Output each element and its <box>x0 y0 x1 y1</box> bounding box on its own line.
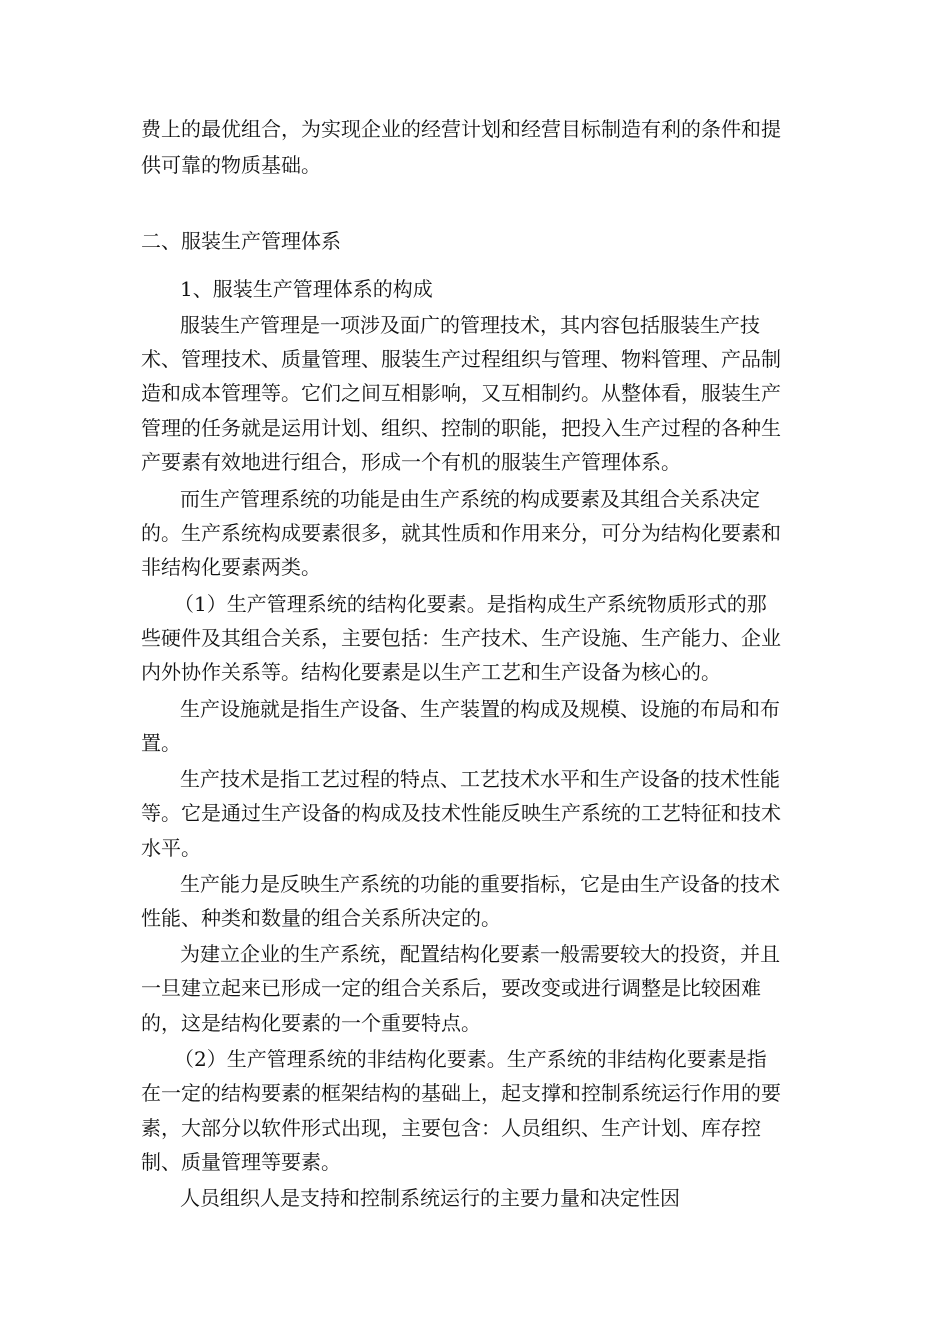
text-line: 的，这是结构化要素的一个重要特点。 <box>141 1011 481 1035</box>
text-line: （2）生产管理系统的非结构化要素。生产系统的非结构化要素是指 <box>174 1047 767 1071</box>
text-line: 为建立企业的生产系统，配置结构化要素一般需要较大的投资，并且 <box>180 942 780 966</box>
text-line: 等。它是通过生产设备的构成及技术性能反映生产系统的工艺特征和技术 <box>141 801 781 825</box>
text-line: 服装生产管理是一项涉及面广的管理技术，其内容包括服装生产技 <box>180 313 760 337</box>
text-line: 在一定的结构要素的框架结构的基础上，起支撑和控制系统运行作用的要 <box>141 1081 781 1105</box>
text-line: 造和成本管理等。它们之间互相影响，又互相制约。从整体看，服装生产 <box>141 381 781 405</box>
text-line: 的。生产系统构成要素很多，就其性质和作用来分，可分为结构化要素和 <box>141 521 781 545</box>
text-line: 供可靠的物质基础。 <box>141 153 321 177</box>
text-line: 些硬件及其组合关系，主要包括：生产技术、生产设施、生产能力、企业 <box>141 626 781 650</box>
text-line: 非结构化要素两类。 <box>141 555 321 579</box>
text-line: 术、管理技术、质量管理、服装生产过程组织与管理、物料管理、产品制 <box>141 347 781 371</box>
text-line: 内外协作关系等。结构化要素是以生产工艺和生产设备为核心的。 <box>141 660 721 684</box>
text-line: 制、质量管理等要素。 <box>141 1150 341 1174</box>
text-line: 置。 <box>141 731 181 755</box>
text-line: 人员组织人是支持和控制系统运行的主要力量和决定性因 <box>180 1186 680 1210</box>
text-line: 性能、种类和数量的组合关系所决定的。 <box>141 906 501 930</box>
text-line: 一旦建立起来已形成一定的组合关系后，要改变或进行调整是比较困难 <box>141 976 761 1000</box>
text-line: 水平。 <box>141 836 201 860</box>
subsection-heading: 1、服装生产管理体系的构成 <box>180 277 433 301</box>
text-line: 素，大部分以软件形式出现，主要包含：人员组织、生产计划、库存控 <box>141 1116 761 1140</box>
text-line: 费上的最优组合，为实现企业的经营计划和经营目标制造有利的条件和提 <box>141 117 781 141</box>
text-line: 生产技术是指工艺过程的特点、工艺技术水平和生产设备的技术性能 <box>180 767 780 791</box>
text-line: 生产设施就是指生产设备、生产装置的构成及规模、设施的布局和布 <box>180 697 780 721</box>
section-heading: 二、服装生产管理体系 <box>141 229 341 253</box>
text-line: 生产能力是反映生产系统的功能的重要指标，它是由生产设备的技术 <box>180 872 780 896</box>
text-line: 产要素有效地进行组合，形成一个有机的服装生产管理体系。 <box>141 450 681 474</box>
text-line: 而生产管理系统的功能是由生产系统的构成要素及其组合关系决定 <box>180 487 760 511</box>
text-line: 管理的任务就是运用计划、组织、控制的职能，把投入生产过程的各种生 <box>141 416 781 440</box>
text-line: （1）生产管理系统的结构化要素。是指构成生产系统物质形式的那 <box>174 592 767 616</box>
